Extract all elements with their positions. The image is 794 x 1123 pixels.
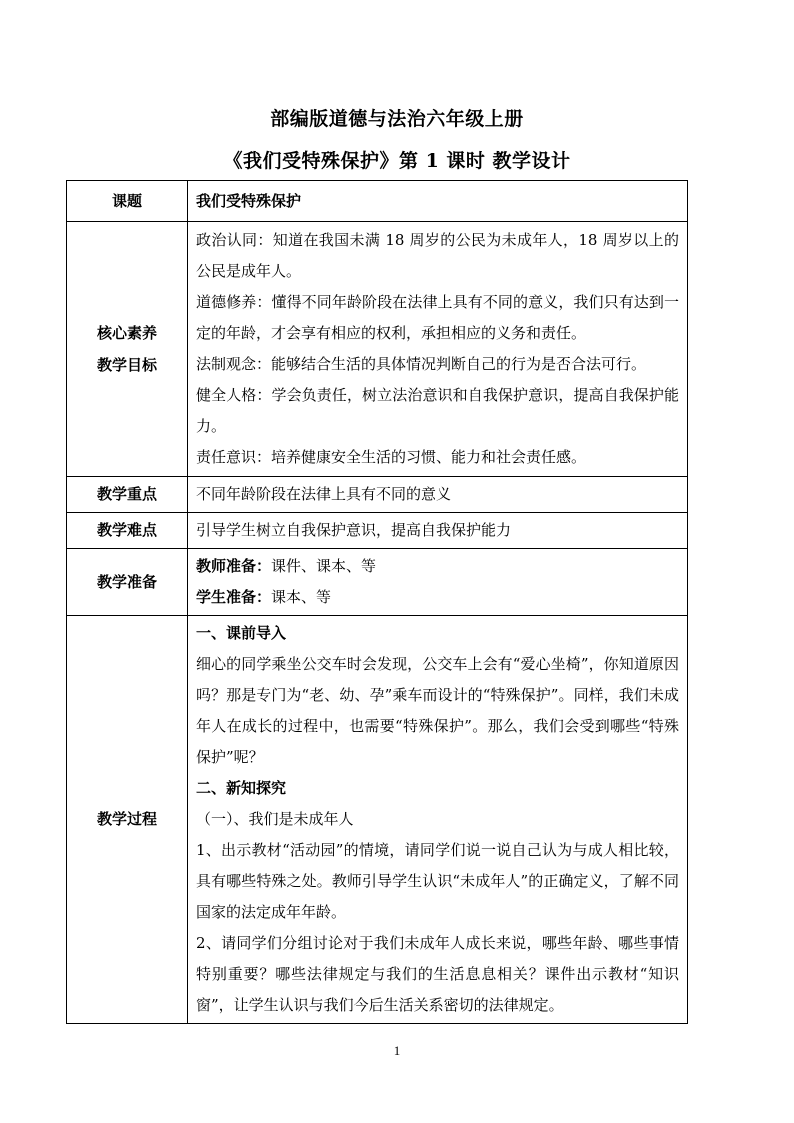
teacher-preparation-value: 课件、课本、等	[271, 557, 377, 575]
subsection-heading: （一）、我们是未成年人	[196, 810, 354, 828]
goal-item: 责任意识：培养健康安全生活的习惯、能力和社会责任感。	[196, 448, 587, 466]
goals-content	[188, 222, 688, 477]
goal-item: 道德修养：懂得不同年龄阶段在法律上具有不同的意义，我们只有达到一定的年龄，才会享有相应的权利，承担相应的义务和责任。	[196, 293, 679, 342]
preparation-label: 教学准备	[67, 549, 188, 616]
process-paragraph: 2、请同学们分组讨论对于我们未成年人成长来说，哪些年龄、哪些事情特别重要？哪些法律规定与我们的生活息息相关？课件出示教材“知识窗”，让学生认识与我们今后生活关系密切的法律规定。	[196, 934, 679, 1014]
row-key-point	[67, 477, 688, 513]
row-difficulty	[67, 513, 688, 549]
topic-label: 课题	[67, 181, 188, 222]
goals-label	[67, 222, 188, 477]
goal-item: 政治认同：知道在我国未满 18 周岁的公民为未成年人，18 周岁以上的公民是成年人。	[196, 231, 679, 280]
section-heading: 一、课前导入	[196, 624, 287, 642]
row-process	[67, 616, 688, 1024]
goals-label-line1: 核心素养	[96, 324, 157, 342]
page-number: 1	[393, 1043, 401, 1058]
key-point-value: 不同年龄阶段在法律上具有不同的意义	[188, 477, 688, 513]
difficulty-value: 引导学生树立自我保护意识，提高自我保护能力	[188, 513, 688, 549]
goal-item: 健全人格：学会负责任，树立法治意识和自我保护意识，提高自我保护能力。	[196, 386, 679, 435]
row-preparation	[67, 549, 688, 616]
lesson-plan-table	[66, 180, 688, 1024]
process-paragraph: 1、出示教材“活动园”的情境，请同学们说一说自己认为与成人相比较，具有哪些特殊之处。教师引导学生认识“未成年人”的正确定义，了解不同国家的法定成年年龄。	[196, 841, 679, 921]
difficulty-label: 教学难点	[67, 513, 188, 549]
section-heading: 二、新知探究	[196, 779, 287, 797]
teacher-preparation	[196, 551, 679, 582]
document-title: 部编版道德与法治六年级上册	[270, 108, 524, 130]
process-paragraph: 细心的同学乘坐公交车时会发现，公交车上会有“爱心坐椅”，你知道原因吗？那是专门为“老、幼、孕”乘车而设计的“特殊保护”。同样，我们未成年人在成长的过程中，也需要“特殊保护”。那么，我们会受到哪些“特殊保护”呢？	[196, 655, 679, 766]
document-subtitle: 《我们受特殊保护》第 1 课时 教学设计	[223, 150, 571, 172]
key-point-label: 教学重点	[67, 477, 188, 513]
process-content	[188, 616, 688, 1024]
student-preparation-label: 学生准备：	[196, 588, 272, 606]
preparation-content	[188, 549, 688, 616]
row-goals	[67, 222, 688, 477]
topic-value: 我们受特殊保护	[188, 181, 688, 222]
teacher-preparation-label: 教师准备：	[196, 557, 272, 575]
row-topic	[67, 181, 688, 222]
student-preparation	[196, 582, 679, 613]
process-label: 教学过程	[67, 616, 188, 1024]
goal-item: 法制观念：能够结合生活的具体情况判断自己的行为是否合法可行。	[196, 355, 647, 373]
student-preparation-value: 课本、等	[271, 588, 332, 606]
goals-label-line2: 教学目标	[96, 356, 157, 374]
